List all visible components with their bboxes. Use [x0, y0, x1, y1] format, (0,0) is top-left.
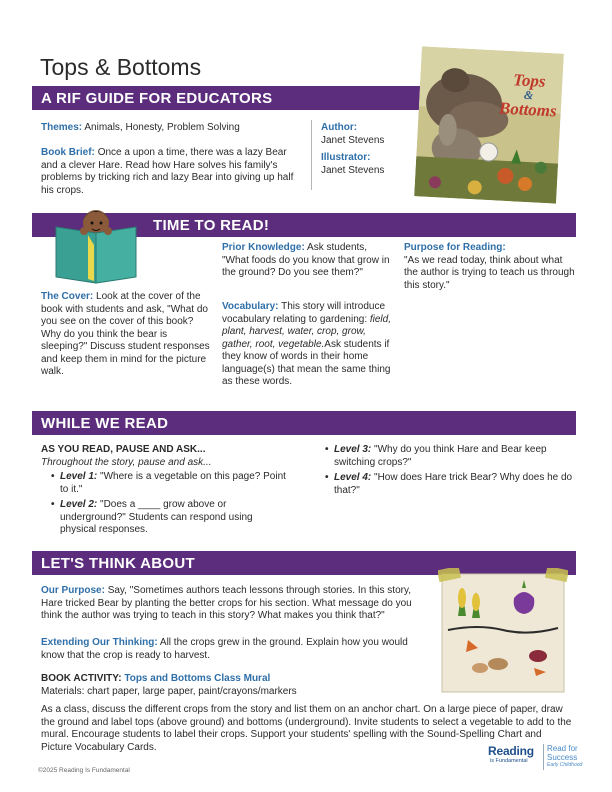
intro-divider — [311, 120, 312, 190]
copyright: ©2025 Reading Is Fundamental — [38, 767, 130, 774]
extending-thinking-label: Extending Our Thinking: — [41, 637, 158, 648]
vocabulary-intro: This story will introduce vocabulary relating to gardening: — [222, 301, 386, 325]
book-brief-label: Book Brief: — [41, 147, 95, 158]
illustrator-label: Illustrator: — [321, 152, 371, 163]
page-title: Tops & Bottoms — [40, 54, 202, 80]
vocabulary-label: Vocabulary: — [222, 301, 279, 312]
our-purpose-paragraph — [41, 585, 419, 623]
cover-title-bottoms: Bottoms — [498, 98, 558, 121]
purpose-for-reading-text: "As we read today, think about what the author is trying to teach us through this story." — [404, 254, 575, 291]
while-we-read-banner — [32, 411, 576, 435]
materials-line: Materials: chart paper, large paper, paint/crayons/markers — [41, 686, 297, 697]
the-cover-label: The Cover: — [41, 291, 94, 302]
themes-line — [41, 122, 306, 135]
level-3-item — [325, 444, 575, 469]
prior-knowledge-text: Ask students, "What foods do you know that grow in the ground? Do you see them?" — [222, 242, 390, 278]
level-2-label: Level 2: — [60, 499, 98, 510]
book-cover-image — [414, 46, 564, 203]
think-about-banner-text: LET'S THINK ABOUT — [41, 554, 195, 572]
reading-child-illustration — [54, 205, 140, 285]
our-purpose-label: Our Purpose: — [41, 585, 105, 596]
the-cover-text: Look at the cover of the book with students and ask, "What do you see on the cover of this book? Why do you think the bear is sleeping?" Discuss student responses and keep them in mind for the picture walk. — [41, 291, 210, 377]
level-3-label: Level 3: — [334, 444, 372, 455]
vocabulary-followup: Ask students if they know of words in their home language(s) that mean the same thing as these words. — [222, 338, 391, 387]
book-brief — [41, 147, 296, 197]
book-brief-text: Once a upon a time, there was a lazy Bear and a clever Hare. Read how Hare solves his family's problems by tricking rich and lazy Bear into giving up half his crops. — [41, 147, 294, 196]
rif-logo — [488, 745, 542, 765]
prior-knowledge-label: Prior Knowledge: — [222, 242, 305, 253]
guide-banner — [32, 86, 422, 110]
cover-title — [496, 70, 560, 119]
extending-thinking-paragraph — [41, 637, 419, 662]
level-1-item — [51, 471, 291, 496]
level-3-text: "Why do you think Hare and Bear keep switching crops?" — [334, 444, 547, 468]
crop-mural-illustration — [438, 568, 568, 696]
level-list-left — [51, 471, 291, 537]
level-list-right — [325, 444, 575, 497]
rif-logo-sub: is Fundamental — [490, 758, 528, 764]
level-1-label: Level 1: — [60, 471, 98, 482]
vocabulary-words: field, plant, harvest, water, crop, grow, gather, root, vegetable. — [222, 313, 391, 350]
level-4-item — [325, 472, 575, 497]
prior-knowledge-paragraph — [222, 242, 392, 280]
book-activity-title: Tops and Bottoms Class Mural — [124, 673, 271, 684]
author-label: Author: — [321, 122, 358, 133]
book-activity-line — [41, 673, 421, 686]
book-cover-art — [414, 46, 564, 203]
rfs-line3: Early Childhood — [547, 762, 583, 768]
while-we-read-left — [41, 444, 291, 537]
footer-logo-divider — [543, 744, 544, 770]
reading-child-art — [54, 205, 140, 285]
level-2-text: "Does a ____ grow above or underground?" Students can respond using physical responses. — [60, 499, 253, 535]
author-name: Janet Stevens — [321, 134, 385, 146]
purpose-for-reading-paragraph — [404, 242, 576, 292]
our-purpose-text: Say, "Sometimes authors teach lessons through stories. In this story, Hare tricked Bear by planting the better crops for his section. What message do you think the author was trying to teach in this story? What makes you think that?" — [41, 585, 412, 621]
while-we-read-banner-text: WHILE WE READ — [41, 414, 169, 432]
while-we-read-right — [325, 444, 575, 497]
level-4-text: "How does Hare trick Bear? Why does he do that?" — [334, 472, 573, 496]
activity-instructions: As a class, discuss the different crops from the story and list them on an anchor chart. On a large piece of paper, draw the ground and label tops (above ground) and bottoms (underground). Invite students to select a vegetable to add to the mural. Encourage students to label their crops. Support your students' spelling with the Sound-Spelling Chart and Picture Vocabulary Cards. — [41, 704, 572, 753]
level-2-item — [51, 499, 291, 537]
vocabulary-paragraph — [222, 301, 394, 389]
pause-and-ask-heading: AS YOU READ, PAUSE AND ASK... — [41, 444, 206, 455]
level-1-text: "Where is a vegetable on this page? Point to it." — [60, 471, 286, 495]
crop-mural-art — [438, 568, 568, 696]
book-activity-label: BOOK ACTIVITY: — [41, 673, 122, 684]
level-4-label: Level 4: — [334, 472, 372, 483]
themes-value: Animals, Honesty, Problem Solving — [84, 122, 240, 133]
guide-banner-text: A RIF GUIDE FOR EDUCATORS — [41, 89, 273, 107]
purpose-for-reading-label: Purpose for Reading: — [404, 242, 506, 253]
cover-title-amp: & — [523, 87, 534, 103]
rfs-line1: Read for — [547, 744, 578, 753]
rfs-line2: Success — [547, 753, 578, 762]
author-block — [321, 122, 416, 177]
the-cover-paragraph — [41, 291, 211, 379]
time-to-read-banner-text: TIME TO READ! — [153, 216, 270, 234]
rif-logo-main: Reading — [488, 744, 534, 758]
pause-and-ask-subheading: Throughout the story, pause and ask... — [41, 456, 212, 468]
themes-label: Themes: — [41, 122, 83, 133]
extending-thinking-text: All the crops grew in the ground. Explain how you would know that the crop is ready to harvest. — [41, 637, 408, 661]
illustrator-name: Janet Stevens — [321, 164, 385, 176]
cover-title-tops: Tops — [512, 70, 547, 91]
read-for-success-logo — [547, 744, 597, 768]
